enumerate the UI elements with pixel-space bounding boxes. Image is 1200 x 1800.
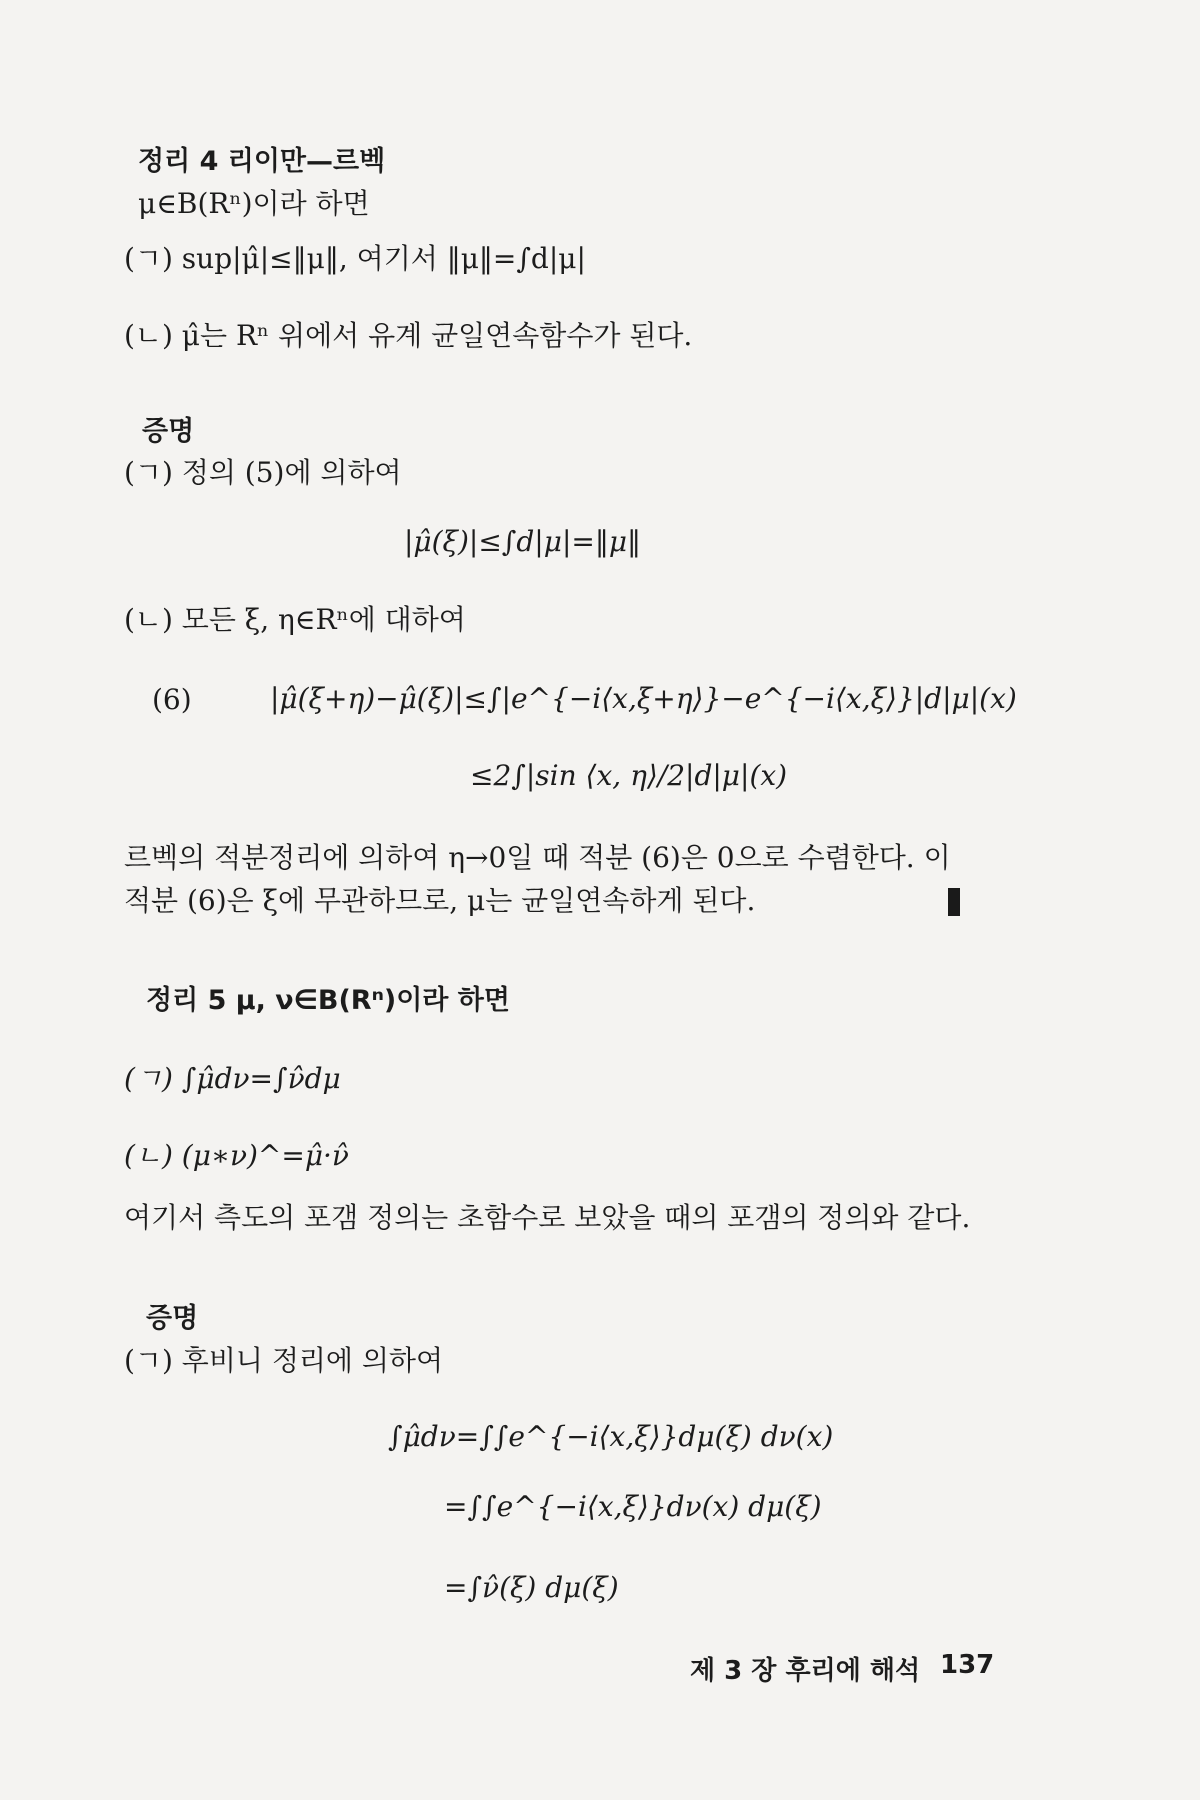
page-number: 137 xyxy=(940,1650,995,1680)
proof-5-equation-line-1: ∫μ̂dν=∫∫e^{−i⟨x,ξ⟩}dμ(ξ) dν(x) xyxy=(388,1420,834,1453)
theorem-4-premise: μ∈B(Rⁿ)이라 하면 xyxy=(138,187,370,220)
theorem-5-heading: 정리 5 μ, ν∈B(Rⁿ)이라 하면 xyxy=(146,985,510,1016)
proof-5-equation-line-2: =∫∫e^{−i⟨x,ξ⟩}dν(x) dμ(ξ) xyxy=(444,1490,822,1523)
proof-5-heading: 증명 xyxy=(146,1303,199,1334)
proof-4-heading: 증명 xyxy=(142,416,195,447)
theorem-5-note: 여기서 측도의 포갬 정의는 초함수로 보았을 때의 포갬의 정의와 같다. xyxy=(124,1201,971,1234)
proof-4-conclusion-line-1: 르벡의 적분정리에 의하여 η→0일 때 적분 (6)은 0으로 수렴한다. 이 xyxy=(124,841,951,874)
equation-6-line-1: |μ̂(ξ+η)−μ̂(ξ)|≤∫|e^{−i⟨x,ξ+η⟩}−e^{−i⟨x,ξ⟩}|d|μ|(x) xyxy=(270,682,1017,715)
running-footer-chapter: 제 3 장 후리에 해석 xyxy=(690,1656,921,1686)
theorem-5-item-a: (ㄱ) ∫μ̂dν=∫ν̂dμ xyxy=(124,1062,341,1095)
theorem-4-item-b: (ㄴ) μ̂는 Rⁿ 위에서 유계 균일연속함수가 된다. xyxy=(124,319,693,352)
theorem-5-item-b: (ㄴ) (μ∗ν)^=μ̂·ν̂ xyxy=(124,1139,349,1172)
proof-5-equation-line-3: =∫ν̂(ξ) dμ(ξ) xyxy=(444,1571,619,1604)
proof-4-conclusion-line-2: 적분 (6)은 ξ에 무관하므로, μ는 균일연속하게 된다. xyxy=(124,884,756,917)
equation-number-6: (6) xyxy=(152,683,192,716)
proof-4-step-a: (ㄱ) 정의 (5)에 의하여 xyxy=(124,456,402,489)
theorem-4-item-a: (ㄱ) sup|μ̂|≤‖μ‖, 여기서 ‖μ‖=∫d|μ| xyxy=(124,242,586,275)
equation-6-line-2: ≤2∫|sin ⟨x, η⟩/2|d|μ|(x) xyxy=(470,759,788,792)
proof-4-step-b: (ㄴ) 모든 ξ, η∈Rⁿ에 대하여 xyxy=(124,603,466,636)
qed-mark xyxy=(948,888,960,916)
proof-4-equation-a: |μ̂(ξ)|≤∫d|μ|=‖μ‖ xyxy=(404,525,642,558)
proof-5-step-a: (ㄱ) 후비니 정리에 의하여 xyxy=(124,1344,444,1377)
theorem-4-heading: 정리 4 리이만—르벡 xyxy=(138,146,386,177)
